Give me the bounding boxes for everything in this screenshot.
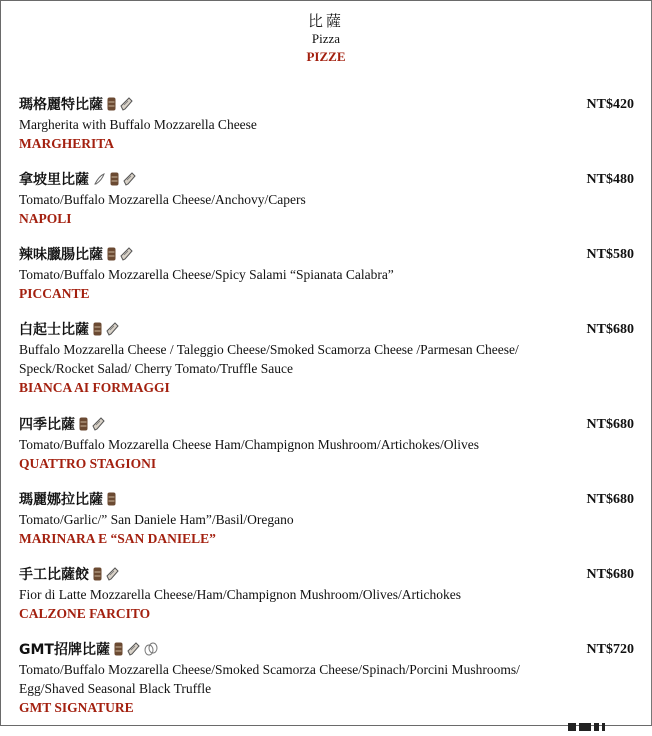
item-description: Speck/Rocket Salad/ Cherry Tomato/Truffle Sauce (19, 361, 294, 376)
item-name-it: QUATTRO STAGIONI (19, 456, 157, 471)
item-name-it: PICCANTE (19, 286, 90, 301)
bread-icon (106, 320, 123, 337)
item-icons (93, 170, 140, 190)
menu-item (19, 565, 634, 623)
menu-item (19, 490, 634, 548)
cheese-icon (107, 245, 120, 262)
menu-item (19, 95, 634, 153)
item-price: NT$480 (586, 172, 634, 187)
item-price: NT$420 (586, 97, 634, 112)
menu-item (19, 245, 634, 303)
bread-icon (123, 170, 140, 187)
item-price: NT$580 (586, 247, 634, 262)
item-name-it: MARGHERITA (19, 136, 115, 151)
item-icons (79, 415, 109, 435)
menu-header (0, 12, 652, 66)
item-icons (107, 245, 137, 265)
cheese-icon (110, 170, 123, 187)
item-icons (107, 95, 137, 115)
menu-item (19, 170, 634, 228)
item-description: Tomato/Buffalo Mozzarella Cheese/Spicy Salami “Spianata Calabra” (19, 267, 394, 282)
item-icons (93, 565, 123, 585)
item-icons (107, 490, 120, 510)
menu-item (19, 415, 634, 473)
item-name-it: NAPOLI (19, 211, 72, 226)
item-icons (93, 320, 123, 340)
item-price: NT$720 (586, 642, 634, 657)
section-title-en: Pizza (311, 31, 341, 46)
cheese-icon (114, 640, 127, 657)
item-price: NT$680 (586, 492, 634, 507)
section-title-it: PIZZE (306, 49, 346, 64)
item-name-zh: 白起士比薩 (19, 322, 89, 338)
cheese-icon (93, 320, 106, 337)
item-description: Margherita with Buffalo Mozzarella Cheese (19, 117, 257, 132)
item-description: Tomato/Garlic/” San Daniele Ham”/Basil/Oregano (19, 512, 294, 527)
item-name-it: MARINARA E “SAN DANIELE” (19, 531, 216, 546)
cheese-icon (93, 565, 106, 582)
item-name-it: GMT SIGNATURE (19, 700, 134, 715)
item-description: Tomato/Buffalo Mozzarella Cheese/Anchovy/Capers (19, 192, 306, 207)
section-title-zh: 比薩 (307, 12, 344, 30)
item-name-zh: GMT招牌比薩 (19, 642, 110, 658)
item-price: NT$680 (586, 322, 634, 337)
item-description: Fior di Latte Mozzarella Cheese/Ham/Champignon Mushroom/Olives/Artichokes (19, 587, 462, 602)
item-name-zh: 瑪麗娜拉比薩 (19, 492, 103, 508)
item-name-zh: 四季比薩 (19, 417, 75, 433)
item-name-zh: 拿坡里比薩 (19, 172, 89, 188)
item-name-it: BIANCA AI FORMAGGI (19, 380, 170, 395)
bread-icon (120, 245, 137, 262)
item-name-zh: 辣味臘腸比薩 (19, 247, 103, 263)
bread-icon (120, 95, 137, 112)
shell-icon (144, 640, 162, 657)
page-corner-fragment (568, 718, 638, 726)
cheese-icon (79, 415, 92, 432)
fish-icon (93, 170, 110, 187)
menu-item (19, 640, 634, 717)
item-description: Tomato/Buffalo Mozzarella Cheese/Smoked Scamorza Cheese/Spinach/Porcini Mushrooms/ (19, 662, 520, 677)
item-price: NT$680 (586, 417, 634, 432)
cheese-icon (107, 490, 120, 507)
item-description: Tomato/Buffalo Mozzarella Cheese Ham/Champignon Mushroom/Artichokes/Olives (19, 437, 479, 452)
item-description: Buffalo Mozzarella Cheese / Taleggio Cheese/Smoked Scamorza Cheese /Parmesan Cheese/ (19, 342, 519, 357)
item-icons (114, 640, 162, 660)
item-description: Egg/Shaved Seasonal Black Truffle (19, 681, 212, 696)
item-name-zh: 瑪格麗特比薩 (19, 97, 103, 113)
cheese-icon (107, 95, 120, 112)
item-price: NT$680 (586, 567, 634, 582)
bread-icon (106, 565, 123, 582)
bread-icon (92, 415, 109, 432)
menu-item (19, 320, 634, 397)
item-name-it: CALZONE FARCITO (19, 606, 151, 621)
item-name-zh: 手工比薩餃 (19, 567, 89, 583)
bread-icon (127, 640, 144, 657)
